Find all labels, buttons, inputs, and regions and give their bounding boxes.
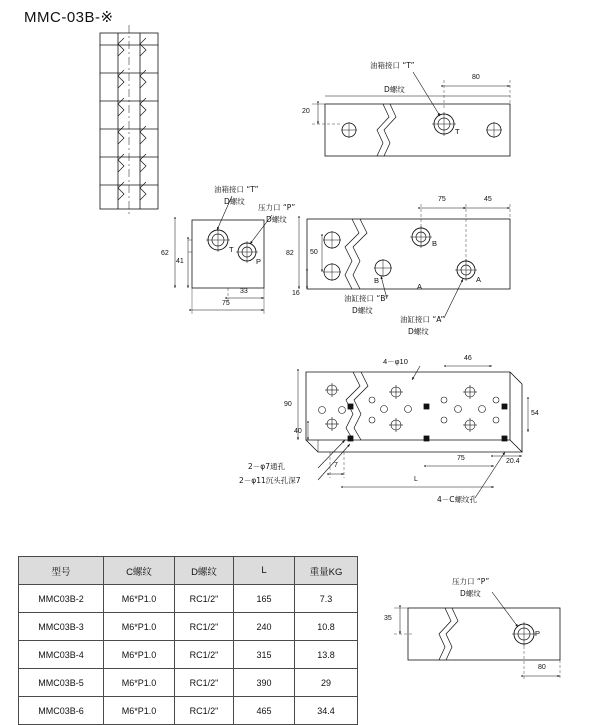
label-2-phi11: 2－φ11沉头孔深7 [239,476,301,485]
label-2-phi7: 2－φ7通孔 [248,462,285,471]
table-row [19,585,358,613]
cell-c-thread: M6*P1.0 [104,697,175,725]
dim-62: 62 [161,250,169,257]
label-pressure-port-p-bot: 压力口 “P” [452,577,490,586]
cell-weight: 34.4 [295,697,358,725]
label-4-phi10: 4－φ10 [383,357,408,366]
dim-80-top: 80 [472,74,480,81]
label-pressure-port-p-mid: 压力口 “P” [258,203,296,212]
cell-l: 315 [234,641,295,669]
dim-46: 46 [464,355,472,362]
mark-b-1: B [432,239,438,248]
dim-35: 35 [384,615,392,622]
dim-82: 82 [286,250,294,257]
cell-c-thread: M6*P1.0 [104,641,175,669]
cell-weight: 29 [295,669,358,697]
cell-d-thread: RC1/2" [175,669,234,697]
cell-model: MMC03B-3 [19,613,104,641]
table-row [19,641,358,669]
cell-l: 240 [234,613,295,641]
cell-weight: 10.8 [295,613,358,641]
label-d-thread-mid2: D螺纹 [266,215,287,224]
th-model: 型号 [19,557,104,585]
mark-b-2: B [374,276,380,285]
label-d-thread-bot: D螺纹 [460,589,481,598]
dim-75-left: 75 [222,300,230,307]
label-cyl-port-b: 油缸接口 “B” [344,294,389,303]
cell-d-thread: RC1/2" [175,613,234,641]
cell-l: 165 [234,585,295,613]
dim-50: 50 [310,249,318,256]
dim-80-bot: 80 [538,664,546,671]
dim-90: 90 [284,401,292,408]
page-title: MMC-03B-※ [24,9,114,26]
table-row [19,613,358,641]
label-d-thread-top: D螺纹 [384,85,405,94]
cell-model: MMC03B-2 [19,585,104,613]
table-header-row [19,557,358,585]
cell-c-thread: M6*P1.0 [104,585,175,613]
label-tank-port-t-top: 油箱接口 “T” [370,61,415,70]
label-4-c-thread: 4－C螺纹孔 [437,495,478,504]
dim-7: 7 [334,462,338,469]
label-d-thread-b: D螺纹 [352,306,373,315]
table-row [19,697,358,725]
dim-20-4: 20.4 [506,458,520,465]
cell-d-thread: RC1/2" [175,585,234,613]
cell-model: MMC03B-5 [19,669,104,697]
dim-16: 16 [292,290,300,297]
dim-40: 40 [294,428,302,435]
cell-c-thread: M6*P1.0 [104,669,175,697]
dim-L: L [414,476,418,483]
dim-45: 45 [484,196,492,203]
dim-75-bot: 75 [457,455,465,462]
cell-d-thread: RC1/2" [175,641,234,669]
spec-table [18,556,358,725]
dim-54: 54 [531,410,539,417]
label-d-thread-mid: D螺纹 [224,197,245,206]
label-cyl-port-a: 油缸接口 “A” [400,315,445,324]
mark-t-mid: T [229,245,234,254]
cell-weight: 13.8 [295,641,358,669]
dim-33: 33 [240,288,248,295]
mark-t-top: T [455,127,460,136]
cell-l: 465 [234,697,295,725]
dim-75-mid: 75 [438,196,446,203]
cell-l: 390 [234,669,295,697]
th-weight: 重量KG [295,557,358,585]
dim-20: 20 [302,108,310,115]
cell-c-thread: M6*P1.0 [104,613,175,641]
th-l: L [234,557,295,585]
th-d-thread: D螺纹 [175,557,234,585]
label-tank-port-t-mid: 油箱接口 “T” [214,185,259,194]
label-d-thread-a: D螺纹 [408,327,429,336]
mark-p-bot: P [535,629,541,638]
cell-model: MMC03B-6 [19,697,104,725]
mark-p-mid: P [256,257,262,266]
th-c-thread: C螺纹 [104,557,175,585]
cell-d-thread: RC1/2" [175,697,234,725]
dim-41: 41 [176,258,184,265]
mark-a-1: A [476,275,482,284]
mark-a-2: A [417,282,423,291]
cell-weight: 7.3 [295,585,358,613]
cell-model: MMC03B-4 [19,641,104,669]
table-row [19,669,358,697]
